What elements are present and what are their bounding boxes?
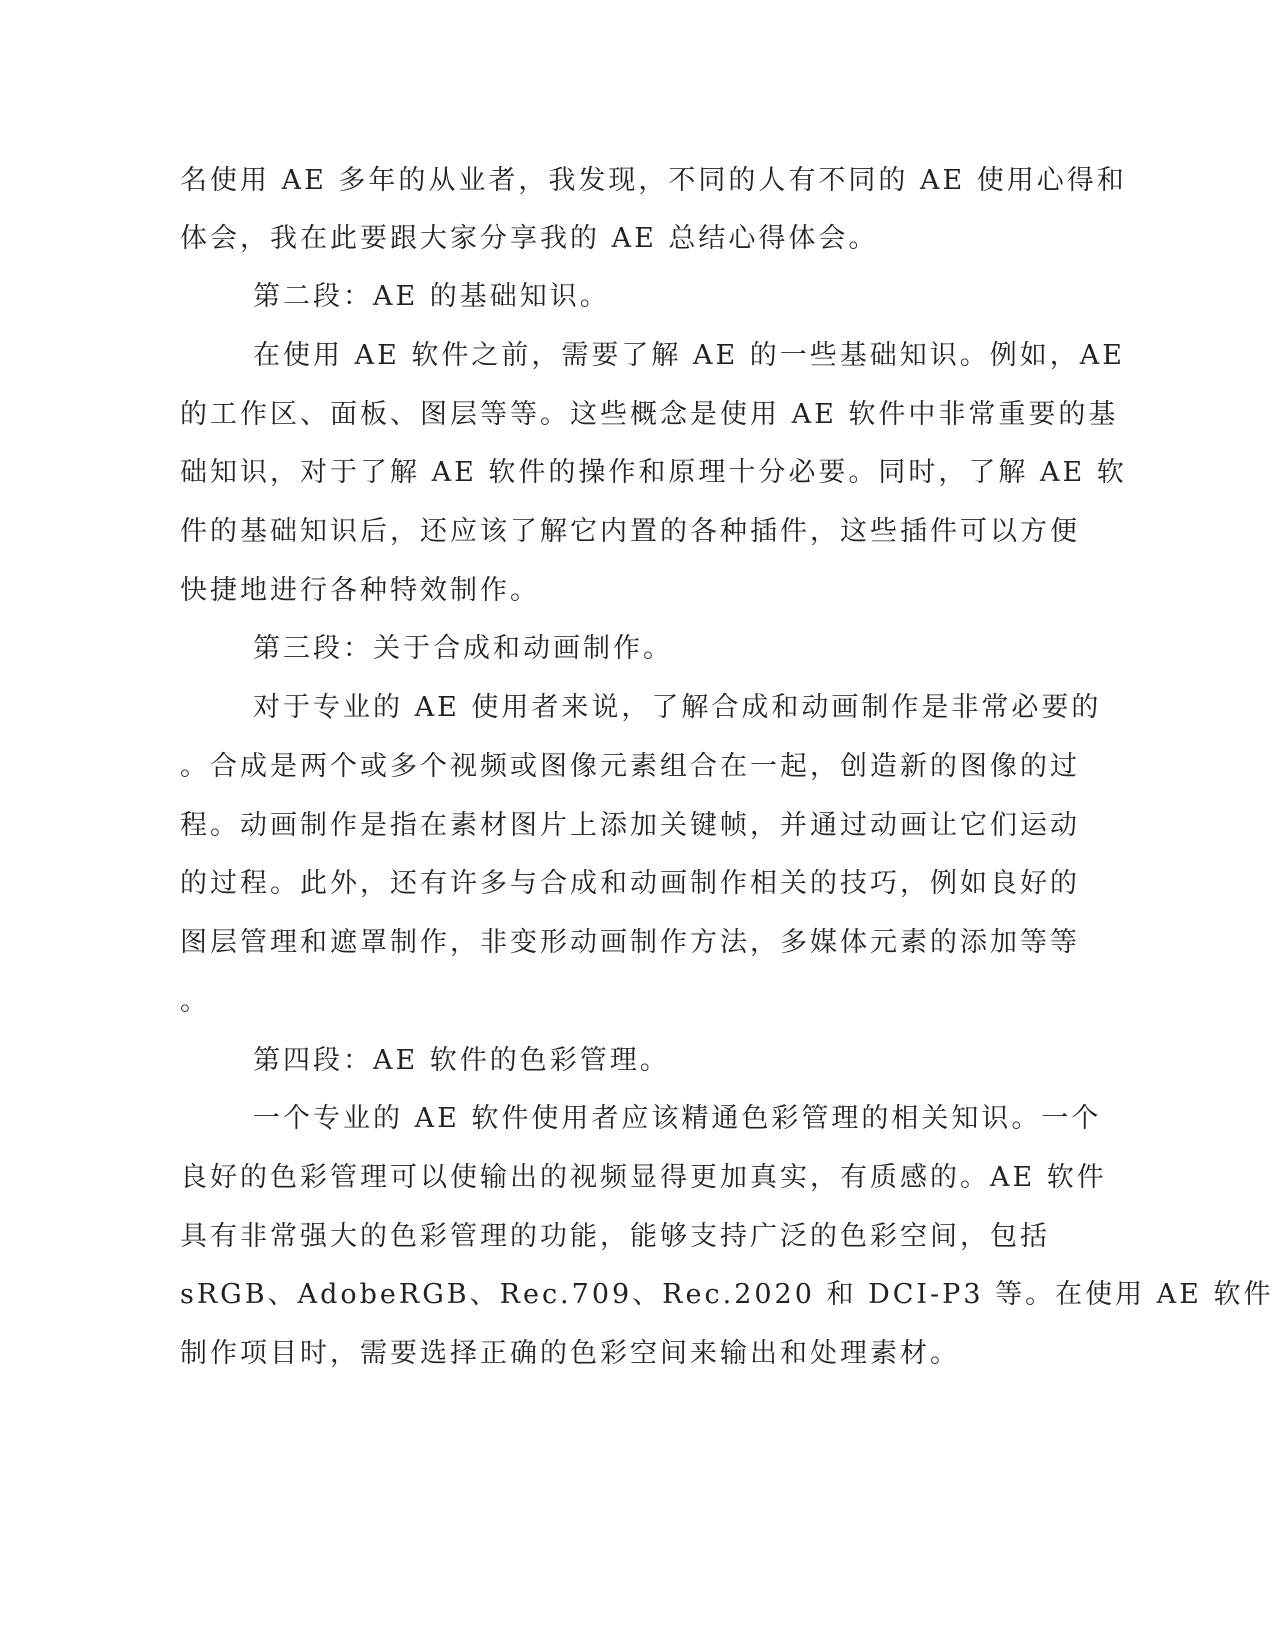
paragraph-line: 的过程。此外，还有许多与合成和动画制作相关的技巧，例如良好的	[180, 868, 1080, 899]
section-heading-3: 第三段：关于合成和动画制作。	[253, 633, 673, 664]
paragraph-line: 具有非常强大的色彩管理的功能，能够支持广泛的色彩空间，包括	[180, 1221, 1050, 1252]
paragraph-line: 一个专业的 AE 软件使用者应该精通色彩管理的相关知识。一个	[253, 1103, 1102, 1134]
paragraph-line: sRGB、AdobeRGB、Rec.709、Rec.2020 和 DCI-P3 等。在使用 AE 软件	[180, 1279, 1274, 1310]
paragraph-line: 快捷地进行各种特效制作。	[180, 575, 540, 606]
paragraph-line: 体会，我在此要跟大家分享我的 AE 总结心得体会。	[180, 223, 879, 254]
section-heading-4: 第四段：AE 软件的色彩管理。	[253, 1045, 670, 1076]
section-heading-2: 第二段：AE 的基础知识。	[253, 281, 610, 312]
paragraph-line: 程。动画制作是指在素材图片上添加关键帧，并通过动画让它们运动	[180, 810, 1080, 841]
paragraph-line: 件的基础知识后，还应该了解它内置的各种插件，这些插件可以方便	[180, 516, 1080, 547]
paragraph-line: 制作项目时，需要选择正确的色彩空间来输出和处理素材。	[180, 1338, 960, 1369]
paragraph-line: 的工作区、面板、图层等等。这些概念是使用 AE 软件中非常重要的基	[180, 399, 1119, 430]
paragraph-line: 在使用 AE 软件之前，需要了解 AE 的一些基础知识。例如，AE	[253, 340, 1125, 371]
paragraph-line: 。合成是两个或多个视频或图像元素组合在一起，创造新的图像的过	[180, 751, 1080, 782]
paragraph-line: 。	[180, 986, 210, 1017]
paragraph-line: 础知识，对于了解 AE 软件的操作和原理十分必要。同时，了解 AE 软	[180, 457, 1127, 488]
paragraph-line: 名使用 AE 多年的从业者，我发现，不同的人有不同的 AE 使用心得和	[180, 165, 1127, 196]
paragraph-line: 对于专业的 AE 使用者来说，了解合成和动画制作是非常必要的	[253, 692, 1102, 723]
paragraph-line: 图层管理和遮罩制作，非变形动画制作方法，多媒体元素的添加等等	[180, 927, 1080, 958]
paragraph-line: 良好的色彩管理可以使输出的视频显得更加真实，有质感的。AE 软件	[180, 1162, 1107, 1193]
